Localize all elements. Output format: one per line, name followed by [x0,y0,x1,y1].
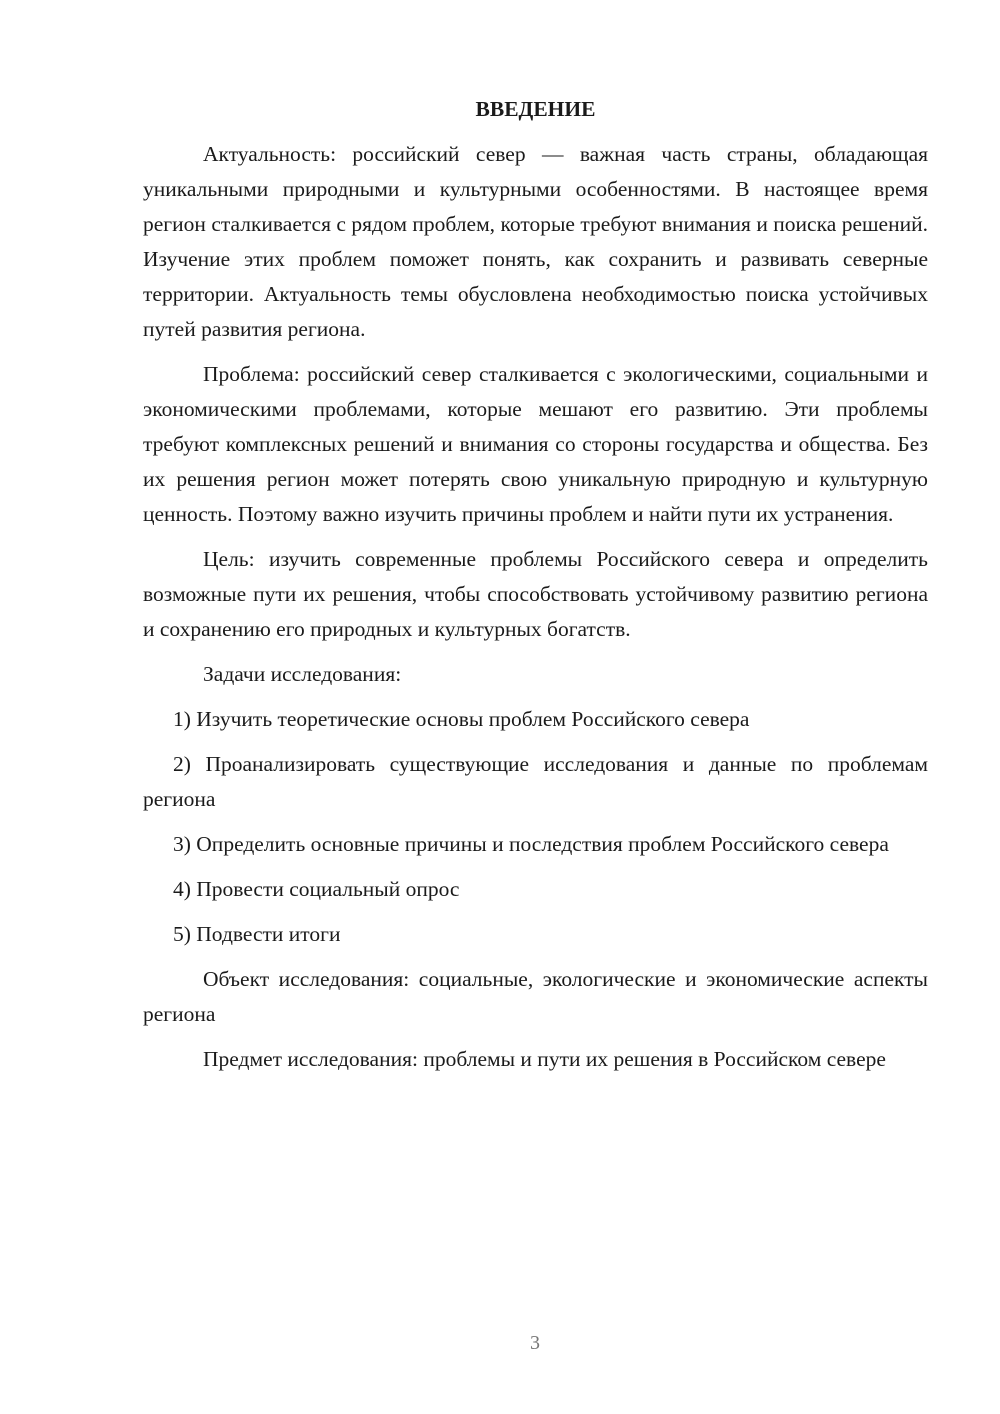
document-page [143,92,928,1087]
section-title: ВВЕДЕНИЕ [475,97,596,121]
task-item-1: 1) Изучить теоретические основы проблем Российского севера [173,707,750,731]
task-item-5: 5) Подвести итоги [173,922,341,946]
goal-paragraph: Цель: изучить современные проблемы Российского севера и определить возможные пути их решения, чтобы способствовать устойчивому развитию региона и сохранению его природных и культурных богатств. [143,547,928,641]
problem-paragraph: Проблема: российский север сталкивается с экологическими, социальными и экономическими проблемами, которые мешают его развитию. Эти проблемы требуют комплексных решений и внимания со стороны государства и общества. Без их решения регион может потерять свою уникальную природную и культурную ценность. Поэтому важно изучить причины проблем и найти пути их устранения. [143,362,928,526]
page-number: 3 [530,1332,540,1354]
task-item-2: 2) Проанализировать существующие исследования и данные по проблемам региона [143,752,928,811]
object-paragraph: Объект исследования: социальные, экологические и экономические аспекты региона [143,967,928,1026]
subject-paragraph: Предмет исследования: проблемы и пути их решения в Российском севере [203,1047,886,1071]
relevance-paragraph: Актуальность: российский север — важная часть страны, обладающая уникальными природными и культурными особенностями. В настоящее время регион сталкивается с рядом проблем, которые требуют внимания и поиска решений. Изучение этих проблем поможет понять, как сохранить и развивать северные территории. Актуальность темы обусловлена необходимостью поиска устойчивых путей развития региона. [143,142,928,341]
task-item-4: 4) Провести социальный опрос [173,877,460,901]
task-item-3: 3) Определить основные причины и последствия проблем Российского севера [173,832,889,856]
tasks-heading: Задачи исследования: [203,662,402,686]
